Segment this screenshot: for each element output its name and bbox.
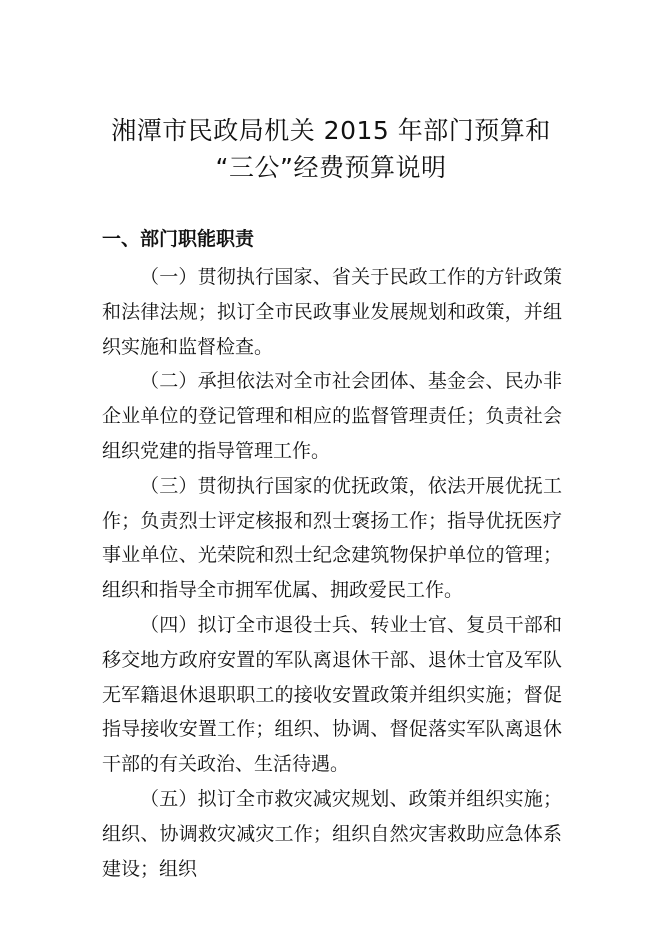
paragraph-4: （四）拟订全市退役士兵、转业士官、复员干部和移交地方政府安置的军队离退休干部、退休士官及军队无军籍退休退职职工的接收安置政策并组织实施；督促指导接收安置工作；组织、协调、督促落实军队离退休干部的有关政治、生活待遇。 (102, 613, 562, 776)
document-title-line-1: 湘潭市民政局机关 2015 年部门预算和 (111, 116, 551, 145)
paragraph-3: （三）贯彻执行国家的优抚政策，依法开展优抚工作；负责烈士评定核报和烈士褒扬工作；指导优抚医疗事业单位、光荣院和烈士纪念建筑物保护单位的管理；组织和指导全市拥军优属、拥政爱民工作。 (102, 474, 562, 602)
section-heading: 一、部门职能职责 (102, 228, 255, 250)
paragraph-1: （一）贯彻执行国家、省关于民政工作的方针政策和法律法规；拟订全市民政事业发展规划和政策，并组织实施和监督检查。 (102, 266, 562, 358)
paragraph-2: （二）承担依法对全市社会团体、基金会、民办非企业单位的登记管理和相应的监督管理责任；负责社会组织党建的指导管理工作。 (102, 370, 562, 462)
paragraph-5: （五）拟订全市救灾减灾规划、政策并组织实施；组织、协调救灾减灾工作；组织自然灾害救助应急体系建设；组织 (102, 787, 562, 880)
document-body (102, 260, 562, 886)
document-title-line-2: “三公”经费预算说明 (215, 153, 447, 182)
